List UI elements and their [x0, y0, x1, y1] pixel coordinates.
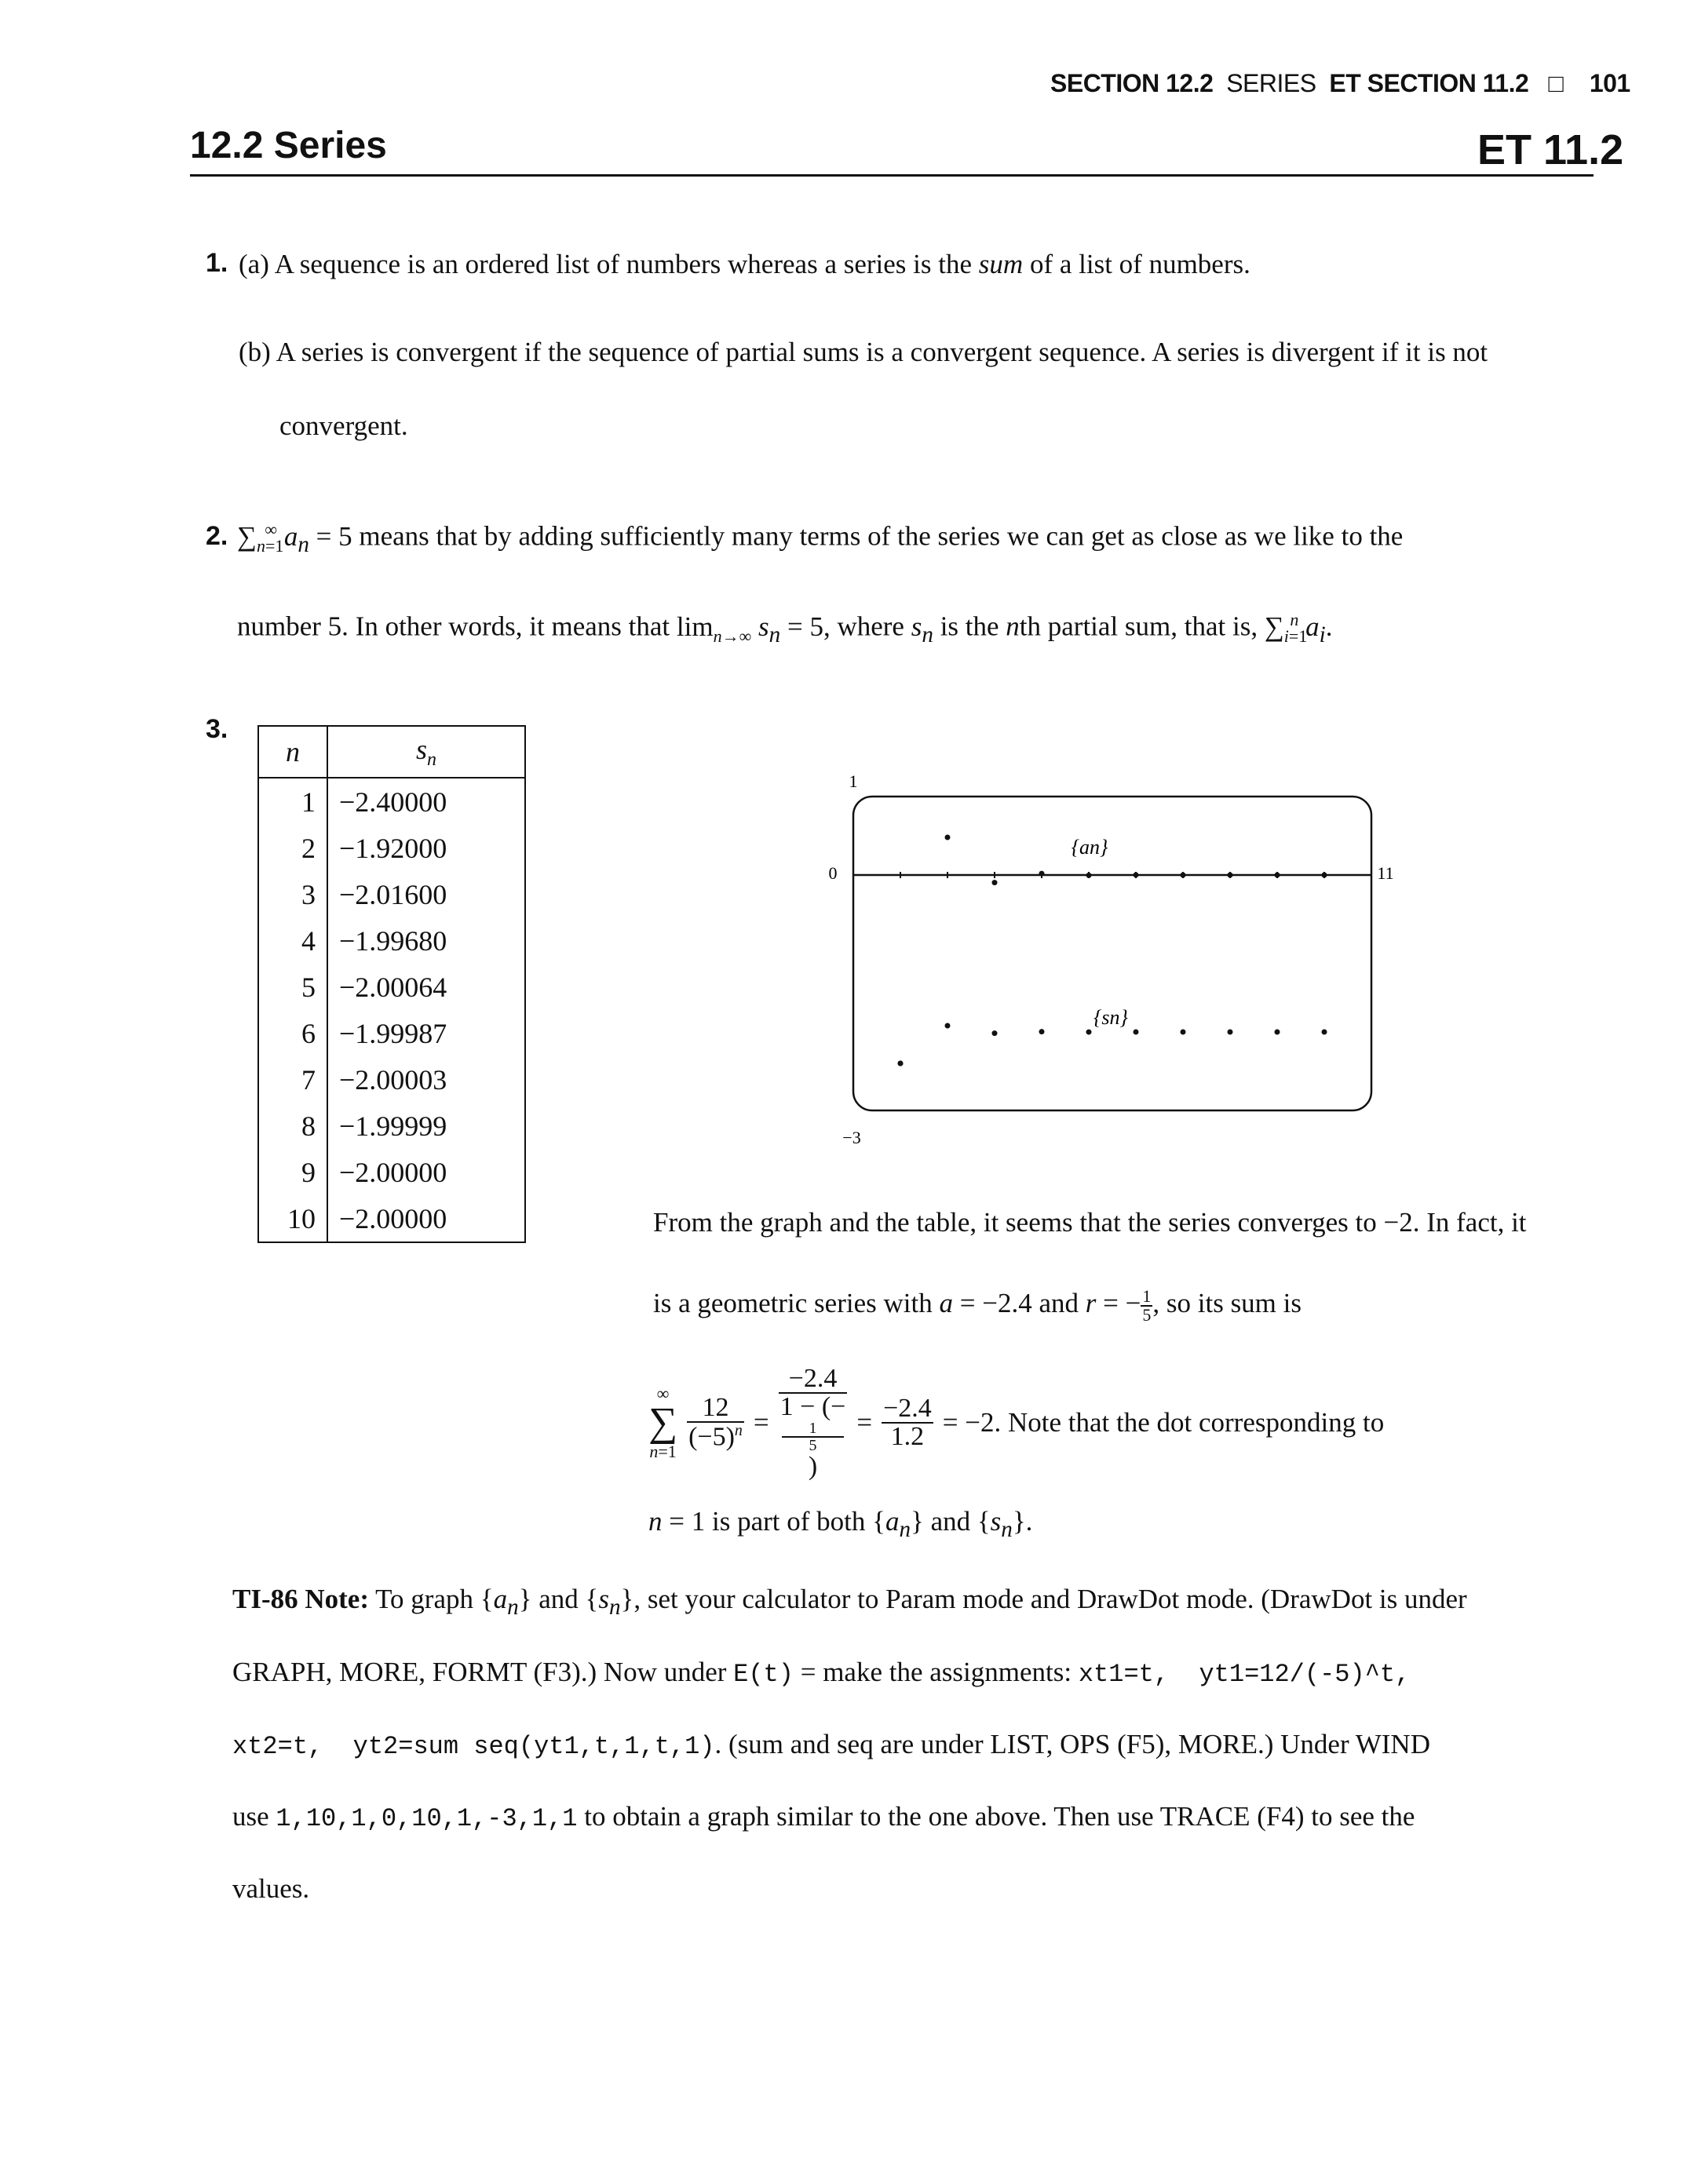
table-cell-n: 5: [258, 964, 327, 1010]
et-title: ET 11.2: [1477, 126, 1624, 173]
y-tick-zero: 0: [828, 863, 838, 883]
table-cell-n: 7: [258, 1056, 327, 1103]
table-row: [258, 1195, 525, 1242]
a-value: a = −2.4: [939, 1288, 1032, 1318]
title-rule: [190, 174, 1594, 177]
an-set: $\{a_n\}$ and $\{s_n\}$.: [872, 1506, 1033, 1542]
an-point: [945, 835, 951, 840]
table-cell-sn: −2.00003: [327, 1056, 525, 1103]
ti86-text-2b: = make the assignments:: [800, 1657, 1072, 1687]
table-cell-n: 2: [258, 825, 327, 871]
an-point: [992, 880, 998, 885]
problem-2-line2: [237, 610, 1332, 649]
fraction-2: −2.4 1 − (− 1 5 ): [779, 1364, 846, 1481]
problem-1a-label: (a): [239, 249, 269, 279]
square-icon: □: [1548, 69, 1564, 97]
ti86-text-4b: to obtain a graph similar to the one above. Then use TRACE (F4) to see the: [584, 1801, 1415, 1832]
table-header-row: [258, 726, 525, 778]
sn-point: [1086, 1030, 1092, 1035]
table-row: [258, 778, 525, 825]
page-number: 101: [1589, 69, 1630, 97]
sequence-graph: [809, 761, 1437, 1169]
sn-label: {sn}: [1093, 1006, 1128, 1029]
problem-1a: [239, 248, 1250, 281]
table-cell-sn: −1.99999: [327, 1103, 525, 1149]
table-cell-n: 1: [258, 778, 327, 825]
problem-2-text-2c: is the: [940, 611, 999, 642]
n-symbol: n: [999, 611, 1020, 642]
sn-point: [898, 1061, 904, 1066]
problem-3-sum-equation: ∞ ∑ n=1 $\frac{12}{(-5)^n}$ = −2.4 1 − (− 1 5 ) = $\frac{-2.4}{1.2}$ = −2. Note that the dot corresponding to: [648, 1364, 1385, 1481]
table-row: [258, 1103, 525, 1149]
an-point: [1086, 873, 1092, 878]
table-row: [258, 825, 525, 871]
ti86-line4: [232, 1800, 1415, 1834]
problem-2-text-2b: where: [837, 611, 904, 642]
partial-sum-formula: $\sum_{i=1}^n$ $a_i$.: [1264, 610, 1333, 647]
sn-point: [1275, 1030, 1280, 1035]
an-point: [1039, 871, 1045, 877]
sn-point: [1181, 1030, 1186, 1035]
sn-symbol: $s_n$: [911, 611, 933, 647]
problem-2-text-2a: number 5. In other words, it means that: [237, 611, 670, 642]
table-cell-n: 10: [258, 1195, 327, 1242]
problem-2-line1: [237, 520, 1403, 559]
problem-1a-text-1: A sequence is an ordered list of numbers whereas a series is the: [274, 249, 973, 279]
table-cell-n: 8: [258, 1103, 327, 1149]
problem-1b: [239, 336, 1488, 369]
ti86-note-label: TI-86 Note:: [232, 1584, 369, 1614]
table-cell-sn: −2.01600: [327, 871, 525, 917]
problem-3-text-line1: From the graph and the table, it seems that the series converges to −2. In fact, it: [653, 1207, 1527, 1238]
y-tick-bottom: −3: [842, 1128, 861, 1147]
graph-frame: [853, 797, 1371, 1110]
an-point: [1181, 873, 1186, 878]
ti86-line5: values.: [232, 1873, 310, 1904]
table-row: [258, 871, 525, 917]
fraction-1: $\frac{12}{(-5)^n}$: [688, 1393, 743, 1452]
table-row: [258, 1056, 525, 1103]
table-cell-sn: −2.00000: [327, 1195, 525, 1242]
sn-point: [1228, 1029, 1233, 1034]
table-cell-sn: −1.99987: [327, 1010, 525, 1056]
ti86-text-1a: To graph: [375, 1584, 474, 1614]
sn-point: [1322, 1030, 1327, 1035]
an-point: [1275, 873, 1280, 878]
table-row: [258, 964, 525, 1010]
ti86-code-4: 1,10,1,0,10,1,-3,1,1: [276, 1804, 578, 1833]
r-value: r = − $\frac{1}{5}$ ,: [1085, 1285, 1160, 1325]
ti86-code-1: E(t): [733, 1660, 794, 1689]
an-point: [1228, 872, 1233, 877]
problem-1b-text-line1: A series is convergent if the sequence of partial sums is a convergent sequence. A series is divergent if it is not: [276, 337, 1488, 367]
problem-1a-text-2: of a list of numbers.: [1029, 249, 1250, 279]
ti86-text-3: . (sum and seq are under LIST, OPS (F5), MORE.) Under WIND: [714, 1729, 1430, 1759]
limit-formula: $\lim_{n\to\infty} s_n = 5$,: [676, 611, 831, 647]
problem-1b-text-line2: convergent.: [279, 410, 408, 441]
an-point: [1322, 872, 1327, 877]
sum-formula: $\sum_{n=1}^\infty$ $a_n = 5$: [237, 520, 352, 557]
table-row: [258, 1010, 525, 1056]
table-cell-n: 6: [258, 1010, 327, 1056]
table-cell-sn: −1.99680: [327, 917, 525, 964]
table-cell-n: 9: [258, 1149, 327, 1195]
table-cell-sn: −1.92000: [327, 825, 525, 871]
ti86-code-3: xt2=t, yt2=sum seq(yt1,t,1,t,1): [232, 1732, 715, 1761]
ti86-text-2a: GRAPH, MORE, FORMT (F3).) Now under: [232, 1657, 727, 1687]
running-head-section: SECTION 12.2: [1050, 69, 1214, 97]
fraction-3: $\frac{-2.4}{1.2}$: [883, 1394, 932, 1451]
table-cell-sn: −2.00064: [327, 964, 525, 1010]
section-title: 12.2 Series: [190, 125, 387, 166]
problem-3-text-2a: is a geometric series with: [653, 1288, 933, 1318]
running-head: [1050, 69, 1630, 98]
problem-3-text-line4: [648, 1505, 1032, 1544]
table-cell-sn: −2.00000: [327, 1149, 525, 1195]
sn-point: [1039, 1029, 1045, 1034]
x-tick-right: 11: [1377, 863, 1394, 883]
ti86-line1: TI-86 Note: To graph $\{a_n\}$ and $\{s_n\}$, set your calculator to Param mode and DrawDot mode. (DrawDot is under: [232, 1584, 1467, 1620]
ti86-code-2: xt1=t, yt1=12/(-5)^t,: [1078, 1660, 1411, 1689]
problem-2-text-2d: th partial sum, that is,: [1019, 611, 1258, 642]
problem-1b-label: (b): [239, 337, 271, 367]
problem-2-text-1: means that by adding sufficiently many terms of the series we can get as close as we like to the: [359, 520, 1404, 552]
ti86-line3: [232, 1728, 1430, 1762]
problem-3-sum-tail: = −2. Note that the dot corresponding to: [942, 1407, 1385, 1438]
ti86-text-1b: and: [539, 1584, 579, 1614]
table-cell-n: 4: [258, 917, 327, 964]
sn-point: [945, 1023, 951, 1029]
y-tick-top: 1: [849, 771, 858, 791]
sn-point: [1134, 1029, 1139, 1034]
table-cell-n: 3: [258, 871, 327, 917]
an-label: {an}: [1071, 836, 1108, 859]
n-equals-one: n = 1: [648, 1506, 706, 1537]
ti86-text-1c: , set your calculator to Param mode and DrawDot mode. (DrawDot is under: [633, 1584, 1467, 1614]
problem-1a-emphasis: sum: [978, 249, 1024, 279]
running-head-topic: SERIES: [1226, 69, 1316, 97]
running-head-et-section: ET SECTION 11.2: [1329, 69, 1529, 97]
problem-3-number: 3.: [206, 714, 228, 744]
problem-3-text-line2: [653, 1287, 1302, 1324]
sn-point: [992, 1030, 998, 1036]
problem-2-number: 2.: [206, 521, 228, 551]
problem-3-text-2c: so its sum is: [1166, 1288, 1302, 1318]
problem-1-number: 1.: [206, 248, 228, 278]
sigma-block: ∞ ∑ n=1: [648, 1384, 678, 1461]
table-header-sn: $s_n$: [327, 726, 525, 778]
table-header-n: n: [258, 726, 327, 778]
problem-3-text-4: is part of both: [712, 1506, 866, 1537]
problem-3-text-2b: and: [1039, 1288, 1079, 1318]
ti86-text-4a: use: [232, 1801, 269, 1832]
table-row: [258, 917, 525, 964]
table-row: [258, 1149, 525, 1195]
table-cell-sn: −2.40000: [327, 778, 525, 825]
partial-sums-table: [257, 725, 526, 1243]
an-point: [1134, 872, 1139, 877]
ti86-line2: [232, 1656, 1410, 1690]
